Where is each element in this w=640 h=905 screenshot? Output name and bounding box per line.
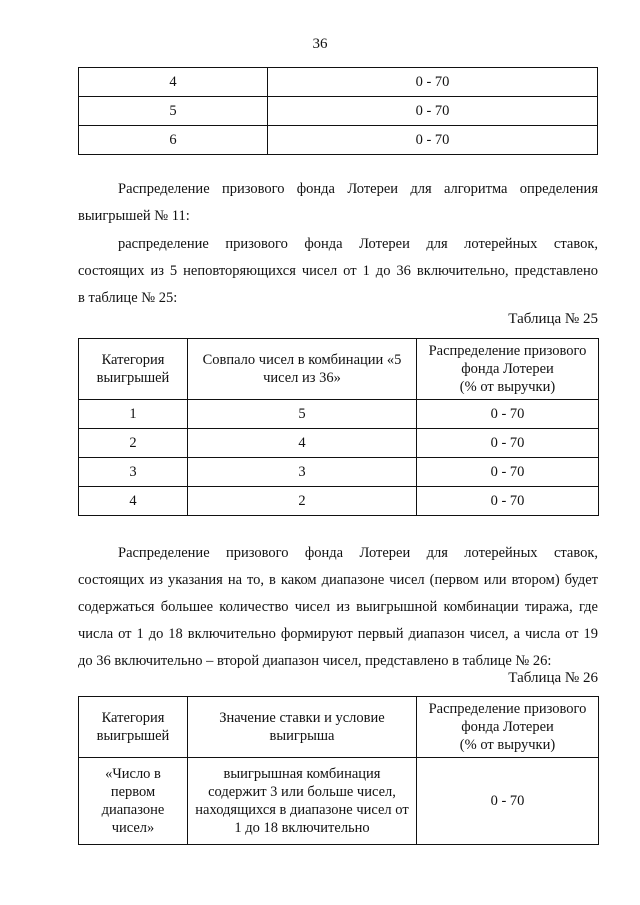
table-cell: 2 [79,429,188,458]
table-25 [78,338,599,516]
table-row [79,68,598,97]
paragraph-1: Распределение призового фонда Лотереи для алгоритма определения выигрышей № 11: [78,181,598,224]
table-cell: 0 - 70 [268,68,598,97]
header-category: Категория выигрышей [79,339,188,400]
table-row [79,758,599,845]
table-25-caption: Таблица № 25 [508,311,598,327]
table-cell: 2 [188,487,417,516]
table-cell: выигрышная комбинация содержит 3 или больше чисел, находящихся в диапазоне чисел от 1 до 18 включительно [188,758,417,845]
paragraph-3: Распределение призового фонда Лотереи для лотерейных ставок, состоящих из указания на то, в каком диапазоне чисел (первом или втором) будет содержаться большее количество чисел из выигрышной комбинации тиража, где числа от 1 до 18 включительно формируют первый диапазон чисел, а числа от 19 до 36 включительно – второй диапазон чисел, представлено в таблице № 26: [78,545,598,669]
table-cell: 0 - 70 [417,429,599,458]
table-row [79,126,598,155]
table-cell: 5 [79,97,268,126]
header-condition: Значение ставки и условие выигрыша [188,697,417,758]
table-header-row [79,697,599,758]
table-cell: 6 [79,126,268,155]
header-distribution: Распределение призового фонда Лотереи (% от выручки) [417,697,599,758]
table-26-caption: Таблица № 26 [508,670,598,686]
table-cell: 4 [79,68,268,97]
table-cell: 0 - 70 [417,758,599,845]
table-cell: 0 - 70 [268,126,598,155]
table-cell: 0 - 70 [417,400,599,429]
table-cell: 0 - 70 [417,458,599,487]
table-cell: 1 [79,400,188,429]
table-cell: 0 - 70 [268,97,598,126]
table-cell: 4 [79,487,188,516]
table-cell: 3 [79,458,188,487]
table-cell: 3 [188,458,417,487]
paragraph-2: распределение призового фонда Лотереи для лотерейных ставок, состоящих из 5 неповторяющихся чисел от 1 до 36 включительно, представлено в таблице № 25: [78,236,598,306]
table-cell: «Число в первом диапазоне чисел» [79,758,188,845]
table-header-row [79,339,599,400]
table-row [79,97,598,126]
table-cell: 0 - 70 [417,487,599,516]
table-26 [78,696,599,845]
header-category: Категория выигрышей [79,697,188,758]
table-cell: 4 [188,429,417,458]
header-distribution: Распределение призового фонда Лотереи (% от выручки) [417,339,599,400]
table-row [79,400,599,429]
table-row [79,429,599,458]
header-matched: Совпало чисел в комбинации «5 чисел из 36» [188,339,417,400]
table-cell: 5 [188,400,417,429]
table-row [79,458,599,487]
table-row [79,487,599,516]
continued-table [78,67,598,155]
page-number: 36 [312,36,328,52]
